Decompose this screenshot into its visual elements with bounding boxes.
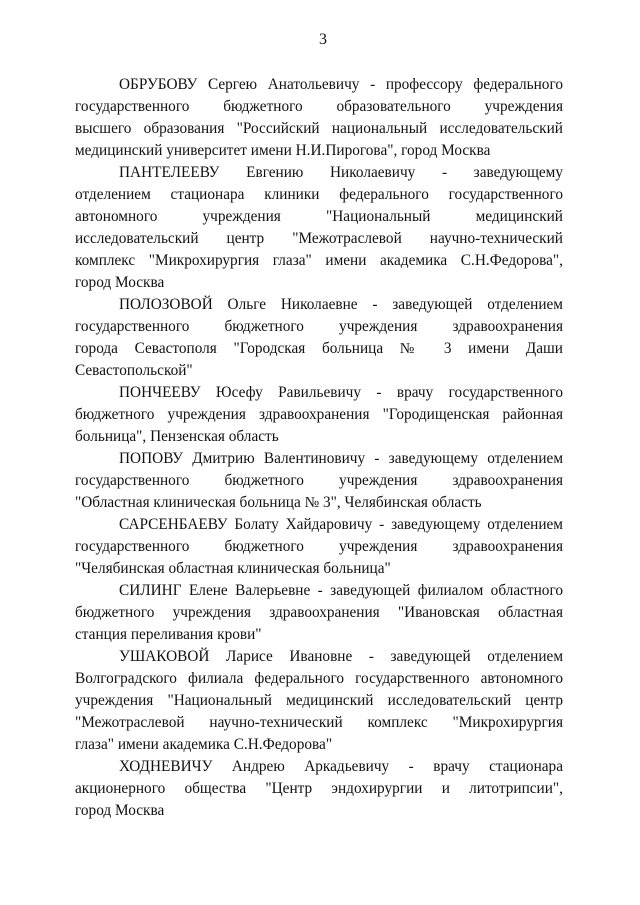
entry-popov	[75, 448, 563, 514]
entry-sarsenbaev	[75, 514, 563, 580]
entry-line: Волгоградского филиала федерального государственного автономного	[75, 670, 563, 687]
entry-panteleev	[75, 162, 563, 294]
entry-list	[75, 74, 563, 822]
entry-line: бюджетного учреждения здравоохранения "Ивановская областная	[75, 604, 563, 621]
entry-line: города Севастополя "Городская больница № 3 имени Даши	[75, 340, 563, 357]
entry-line: "Челябинская областная клиническая больница"	[75, 560, 391, 577]
entry-line: автономного учреждения "Национальный медицинский	[75, 208, 563, 225]
entry-line: СИЛИНГ Елене Валерьевне - заведующей филиалом областного	[119, 582, 563, 599]
entry-line: больница", Пензенская область	[75, 428, 279, 445]
entry-line: медицинский университет имени Н.И.Пирогова", город Москва	[75, 142, 491, 159]
entry-line: станция переливания крови"	[75, 626, 262, 643]
entry-line: комплекс "Микрохирургия глаза" имени академика С.Н.Федорова",	[75, 252, 563, 269]
entry-line: ОБРУБОВУ Сергею Анатольевичу - профессору федерального	[119, 76, 563, 93]
entry-line: город Москва	[75, 274, 165, 291]
entry-line: "Областная клиническая больница № 3", Челябинская область	[75, 494, 482, 511]
entry-line: учреждения "Национальный медицинский исследовательский центр	[75, 692, 563, 709]
entry-line: государственного бюджетного образовательного учреждения	[75, 98, 563, 115]
entry-line: отделением стационара клиники федерального государственного	[75, 186, 563, 203]
entry-line: государственного бюджетного учреждения здравоохранения	[75, 318, 563, 335]
entry-line: Севастопольской"	[75, 362, 193, 379]
page-number: 3	[319, 31, 327, 48]
entry-polozova	[75, 294, 563, 382]
entry-line: ПАНТЕЛЕЕВУ Евгению Николаевичу - заведующему	[119, 164, 563, 181]
entry-obrubov	[75, 74, 563, 162]
entry-line: бюджетного учреждения здравоохранения "Городищенская районная	[75, 406, 563, 423]
entry-line: ПОНЧЕЕВУ Юсефу Равильевичу - врачу государственного	[119, 384, 563, 401]
entry-poncheev	[75, 382, 563, 448]
entry-line: САРСЕНБАЕВУ Болату Хайдаровичу - заведующему отделением	[119, 516, 563, 533]
entry-line: акционерного общества "Центр эндохирургии и литотрипсии",	[75, 780, 563, 797]
entry-line: глаза" имени академика С.Н.Федорова"	[75, 736, 333, 753]
entry-ushakova	[75, 646, 563, 756]
entry-line: исследовательский центр "Межотраслевой научно-технический	[75, 230, 563, 247]
entry-line: ПОПОВУ Дмитрию Валентиновичу - заведующему отделением	[119, 450, 563, 467]
entry-siling	[75, 580, 563, 646]
entry-line: государственного бюджетного учреждения здравоохранения	[75, 538, 563, 555]
entry-line: УШАКОВОЙ Ларисе Ивановне - заведующей отделением	[119, 648, 563, 665]
entry-line: город Москва	[75, 802, 165, 819]
entry-line: государственного бюджетного учреждения здравоохранения	[75, 472, 563, 489]
entry-line: "Межотраслевой научно-технический комплекс "Микрохирургия	[75, 714, 563, 731]
entry-line: высшего образования "Российский национальный исследовательский	[75, 120, 563, 137]
entry-line: ПОЛОЗОВОЙ Ольге Николаевне - заведующей отделением	[119, 296, 563, 313]
entry-line: ХОДНЕВИЧУ Андрею Аркадьевичу - врачу стационара	[119, 758, 563, 775]
entry-khodnevich	[75, 756, 563, 822]
